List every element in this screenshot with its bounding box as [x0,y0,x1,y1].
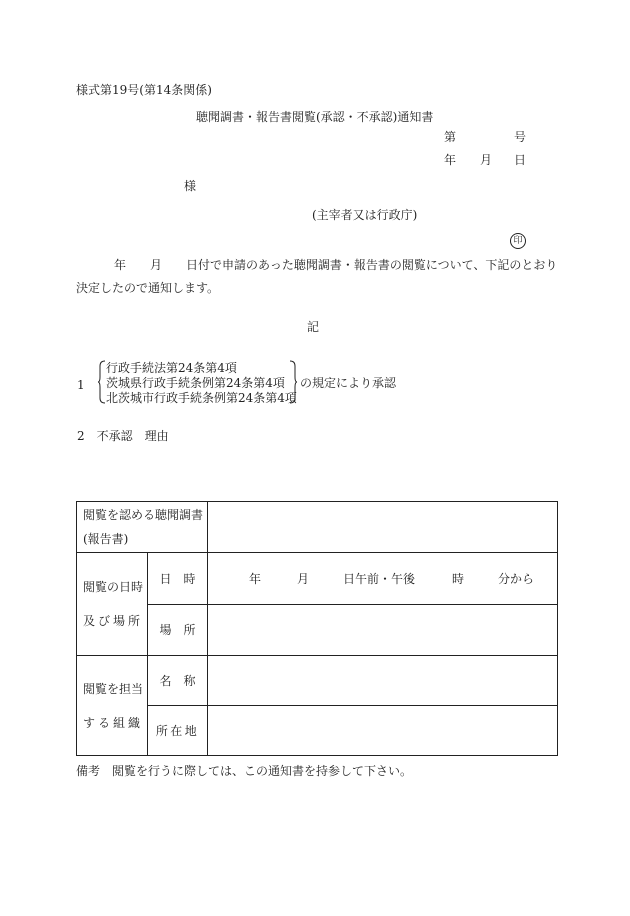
body-text-line-2: 決定したので通知します。 [76,281,220,295]
seal-text: 印 [513,235,523,246]
address-value-cell [208,706,558,756]
date-day: 日 [514,153,527,167]
datetime-place-group-cell [77,553,148,656]
datetime-part-minute: 分から [498,571,535,586]
law-item: 行政手続法第24条第4項 [106,361,237,375]
datetime-group-line-1: 閲覧の日時 [83,580,144,594]
organization-group-cell [77,656,148,756]
datetime-group-line-2: 及び場所 [83,614,144,628]
datetime-label: 日 時 [159,571,196,586]
form-number: 様式第19号(第14条関係) [76,83,212,97]
record-label-cell [77,502,208,553]
name-label-cell [148,656,208,706]
name-label: 名 称 [159,673,196,688]
address-label-cell [148,706,208,756]
date-month: 月 [480,153,493,167]
datetime-part-year: 年 [249,571,262,586]
address-label: 所在地 [155,723,200,738]
datetime-value-cell [208,553,558,605]
place-value-cell [208,605,558,656]
law-list [98,360,297,404]
datetime-part-month: 月 [297,571,310,586]
name-value-cell [208,656,558,706]
org-group-line-1: 閲覧を担当 [83,681,144,696]
viewing-details-table [76,501,558,756]
date-year: 年 [444,153,457,167]
table-row [77,553,558,605]
document-title: 聴聞調書・報告書閲覧(承認・不承認)通知書 [196,110,434,124]
remarks-note: 備考 閲覧を行うに際しては、この通知書を持参して下さい。 [76,764,413,778]
record-label-line-2: (報告書) [83,532,129,546]
ki-heading: 記 [307,320,320,334]
datetime-part-day-ampm: 日午前・午後 [343,571,416,586]
table-row [77,605,558,656]
body-text-line-1: 年 月 日付で申請のあった聴聞調書・報告書の閲覧について、下記のとおり [114,258,558,272]
item-1-number: 1 [77,378,85,392]
item-2-rejection-reason: 2 不承認 理由 [77,429,169,443]
place-label: 場 所 [159,623,196,637]
table-row [77,706,558,756]
approval-clause: の規定により承認 [300,376,397,390]
place-label-cell [148,605,208,656]
record-label-line-1: 閲覧を認める聴聞調書 [83,508,204,522]
law-item: 北茨城市行政手続条例第24条第4項 [106,391,297,405]
doc-number-go: 号 [514,130,527,144]
sender-name: (主宰者又は行政庁) [312,208,418,222]
seal-icon [510,233,526,249]
table-row [77,502,558,553]
datetime-part-hour: 時 [452,571,465,586]
record-value-cell [208,502,558,553]
datetime-label-cell [148,553,208,605]
addressee-suffix: 様 [184,179,197,193]
table-row [77,656,558,706]
law-item: 茨城県行政手続条例第24条第4項 [106,376,285,390]
org-group-line-2: する組織 [83,715,144,730]
doc-number-dai: 第 [444,130,457,144]
